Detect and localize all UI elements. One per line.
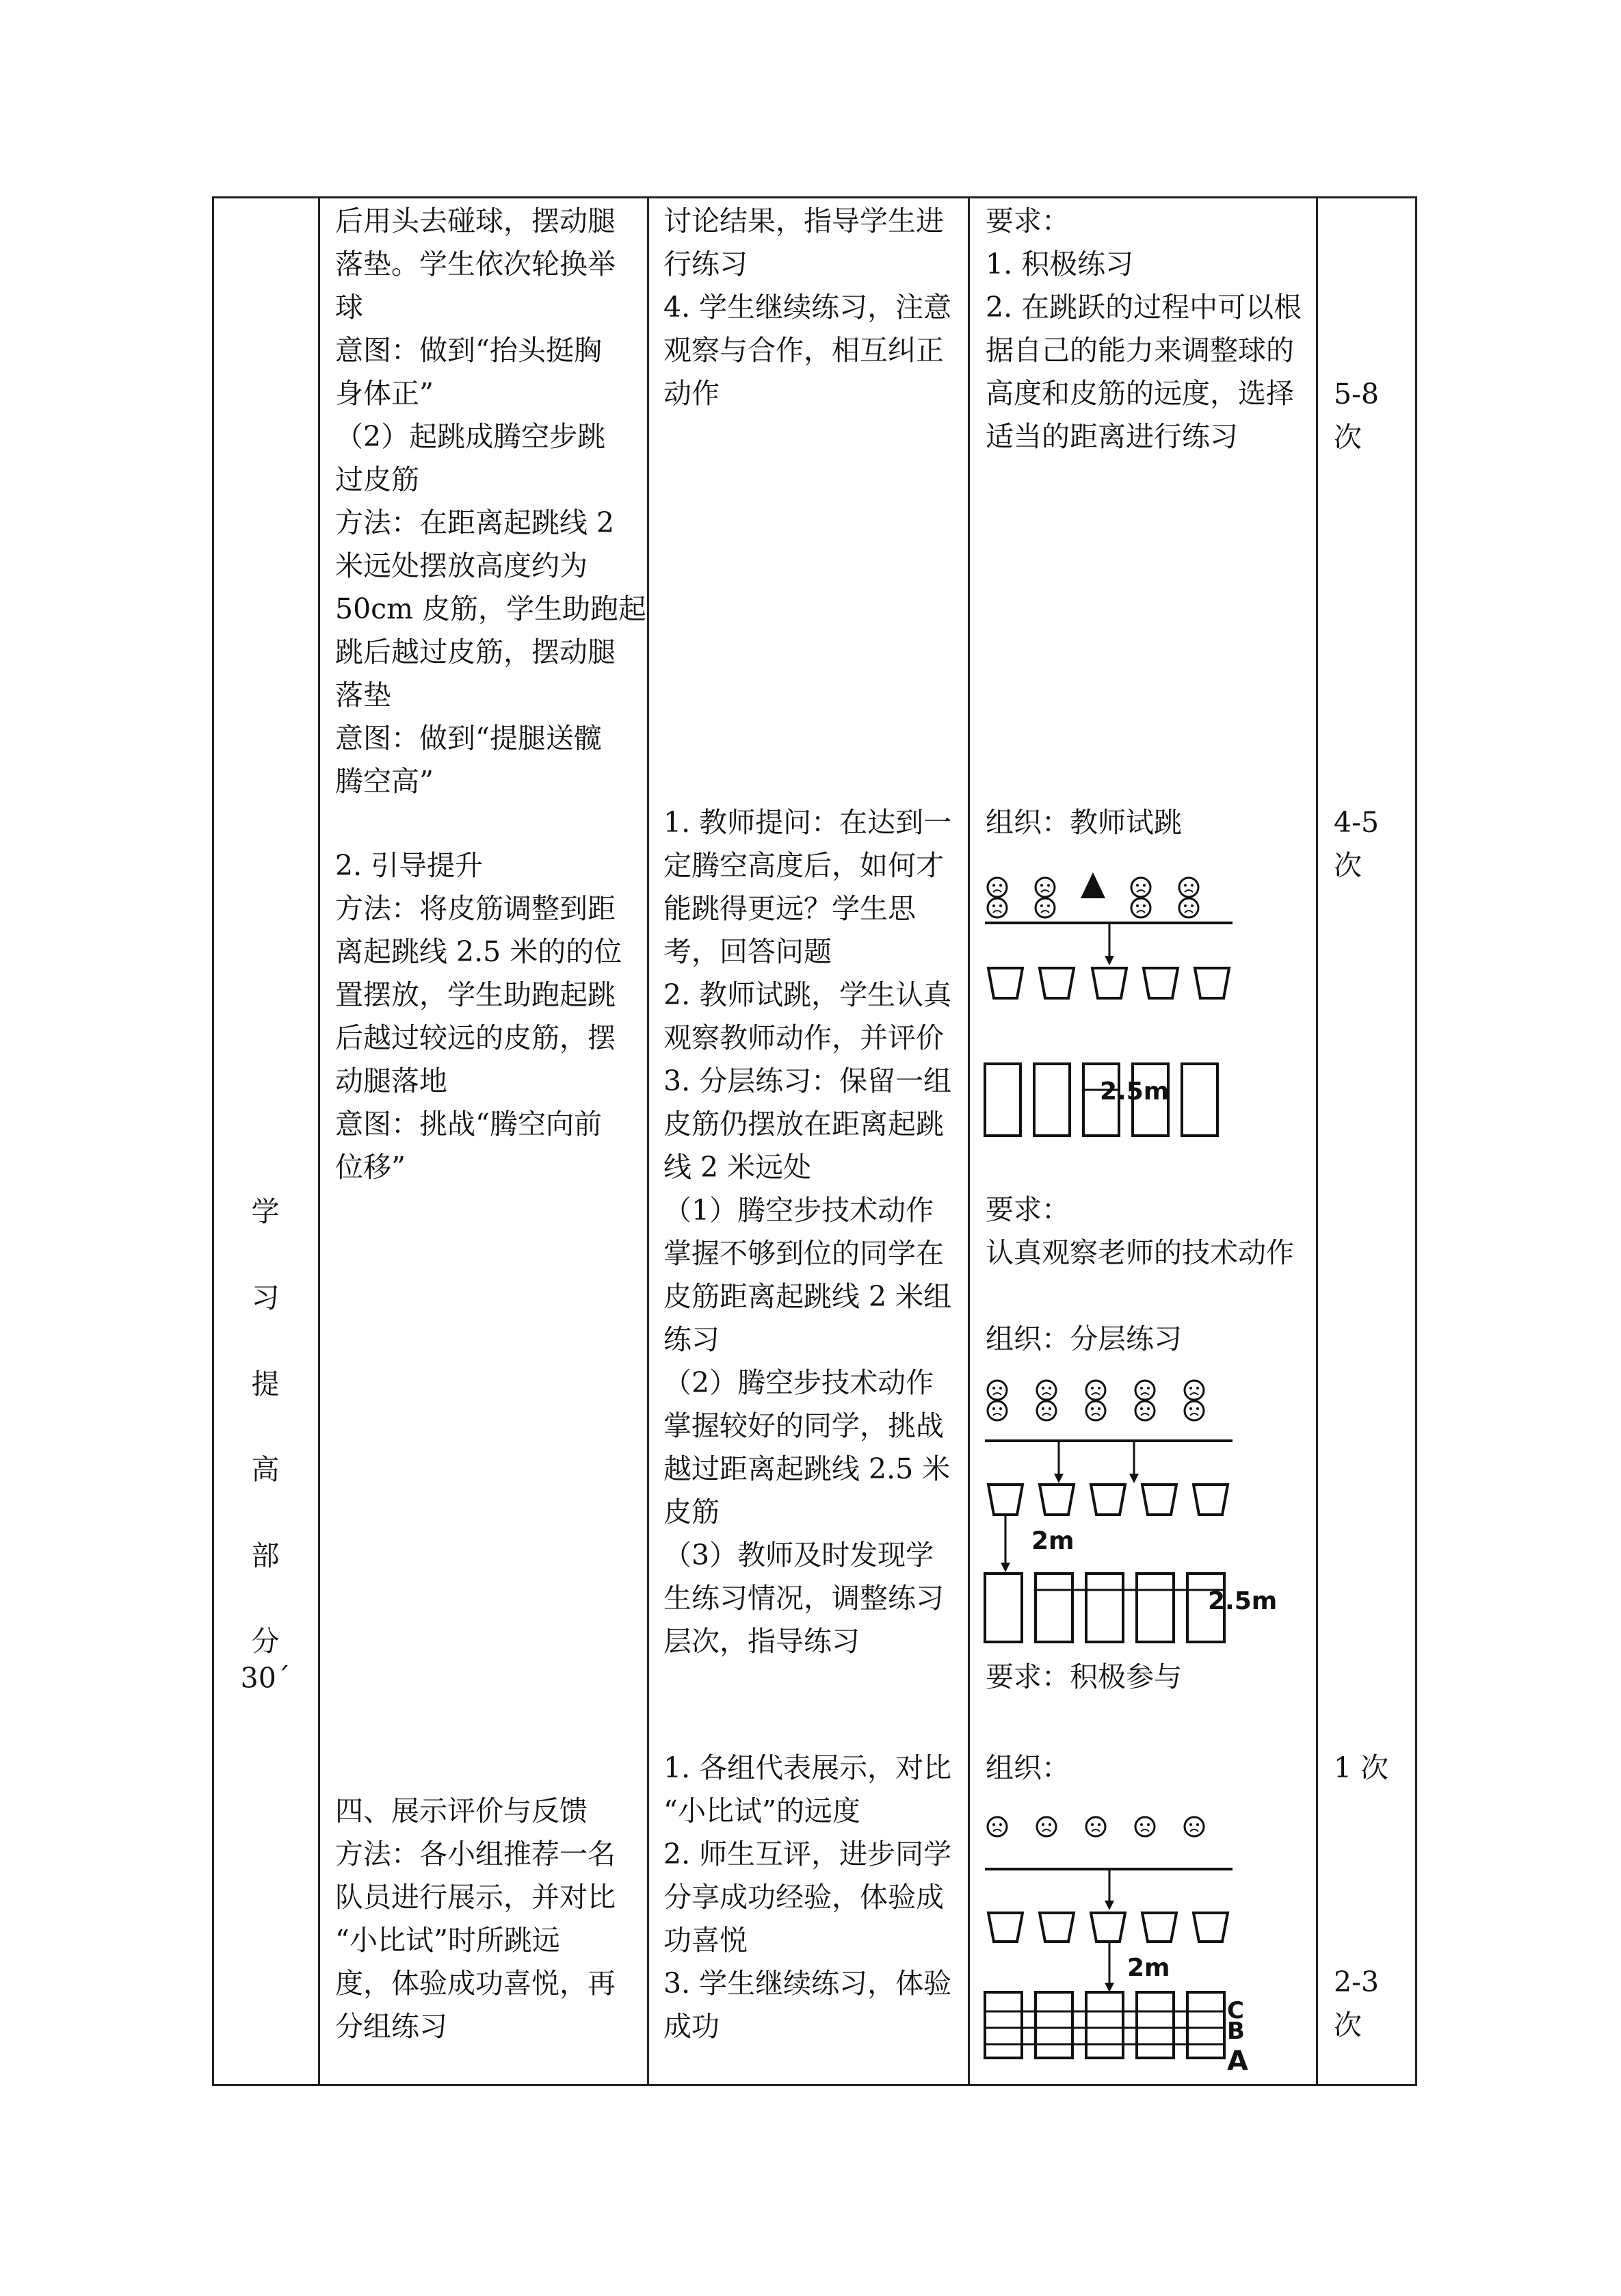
time-line: 2-3 [1334,1966,1380,1998]
teacher-line: 功喜悦 [663,1924,748,1957]
content-line: 方法：各小组推荐一名 [335,1838,616,1870]
teacher-line: 掌握较好的同学，挑战 [663,1409,944,1442]
teacher-line: 4. 学生继续练习，注意 [663,291,952,324]
teacher-block-top [663,200,951,415]
teacher-line: 皮筋仍摆放在距离起跳 [663,1108,944,1140]
teacher-line: 分享成功经验，体验成 [663,1881,944,1914]
table-border-right [1415,196,1417,2086]
basket-icon [988,1485,1023,1515]
student-face-icon [988,898,1007,917]
teacher-line: 层次，指导练习 [663,1625,860,1658]
time-block-4 [1334,1961,1379,2047]
mat-icon [985,1574,1022,1642]
diagram-teacher-trial [978,865,1252,1146]
table-border-left [212,196,214,2086]
mats-group [985,1574,1224,1642]
section-char-4: 高 [251,1453,280,1486]
content-line: （2）起跳成腾空步跳 [335,420,606,453]
basket-icon [1091,1485,1125,1515]
section-char-5: 部 [251,1539,280,1572]
arrow-down-icon [1054,1474,1064,1483]
distance-label: 2m [1127,1954,1170,1982]
teacher-line: 生练习情况，调整练习 [663,1582,944,1615]
basket-icon [1040,1913,1074,1942]
org-label-text: 组织：教师试跳 [986,806,1182,839]
basket-icon [988,968,1023,998]
org-line: 要求： [986,1193,1070,1226]
time-line: 1 次 [1334,1751,1389,1784]
content-line: 方法：将皮筋调整到距 [335,892,616,925]
basket-icon [1040,1485,1074,1515]
teacher-line: 行练习 [663,248,748,281]
level-label-a: A [1227,2046,1248,2077]
diagram-layered-practice [978,1375,1279,1649]
arrow-down-icon [1105,1901,1114,1910]
column-divider-1 [318,196,320,2086]
basket-icon [1092,968,1126,998]
arrow-down-icon [1105,1983,1114,1992]
content-line: 米远处摆放高度约为 [335,549,588,582]
level-label-c: C [1227,1997,1244,2024]
student-face-icon [1037,1381,1056,1400]
org-line: 适当的距离进行练习 [986,420,1238,453]
content-line: 意图：做到“提腿送髋 [335,722,602,755]
distance-label-far: 2.5m [1208,1587,1278,1615]
org-line: 2. 在跳跃的过程中可以根 [986,291,1302,324]
student-face-icon [1037,1401,1056,1420]
teacher-line: （2）腾空步技术动作 [663,1366,934,1399]
content-line: 2. 引导提升 [335,849,484,882]
teacher-line: （3）教师及时发现学 [663,1539,934,1571]
basket-icon [1144,968,1178,998]
student-face-icon [1086,1381,1105,1400]
org2-label [986,1318,1182,1361]
arrow-down-icon [1105,956,1114,965]
student-face-icon [988,878,1007,897]
content-line: 意图：挑战“腾空向前 [335,1108,602,1140]
content-line: 位移” [335,1151,406,1184]
org-requirement-2 [986,1656,1182,1699]
teacher-line: 成功 [663,2010,720,2043]
student-faces-group [988,1817,1204,1836]
content-line: 意图：做到“抬头挺胸 [335,334,602,367]
basket-icon [988,1913,1023,1942]
ball-baskets-group [988,1913,1228,1942]
teacher-line: 2. 师生互评，进步同学 [663,1838,952,1870]
distance-label-near: 2m [1031,1527,1075,1555]
student-face-icon [1185,1381,1204,1400]
content-line: 50cm 皮筋，学生助跑起 [335,592,647,625]
content-line: 过皮筋 [335,463,419,496]
teacher-line: 皮筋 [663,1496,720,1528]
mat-icon [985,1992,1022,2058]
content-block-mid [335,844,622,1189]
content-line: 球 [335,291,363,324]
teacher-line: 讨论结果，指导学生进 [663,205,944,237]
teacher-line: 练习 [663,1323,720,1356]
teacher-line: 3. 学生继续练习，体验 [663,1967,952,2000]
arrow-down-icon [1001,1563,1010,1572]
teacher-line: 掌握不够到位的同学在 [663,1237,944,1270]
org1-label [986,801,1182,844]
student-face-icon [1131,878,1150,897]
content-line: 后用头去碰球，摆动腿 [335,205,616,237]
student-face-icon [988,1817,1007,1836]
student-face-icon [1135,1401,1155,1420]
arrow-down-icon [1129,1474,1139,1483]
mat-icon [1137,1574,1174,1642]
teacher-line: 3. 分层练习：保留一组 [663,1065,952,1097]
student-face-icon [1179,898,1198,917]
teacher-line: 考，回答问题 [663,935,832,968]
time-line: 次 [1334,421,1362,454]
org-label-text: 组织：分层练习 [986,1322,1182,1355]
mat-icon [1034,1064,1070,1136]
teacher-block-mid [663,801,951,1663]
student-face-icon [1185,1817,1204,1836]
teacher-triangle-icon [1081,872,1105,898]
basket-icon [1195,968,1229,998]
basket-icon [1040,968,1074,998]
content-line: 动腿落地 [335,1065,447,1097]
teacher-line: 2. 教师试跳，学生认真 [663,978,952,1011]
content-block-top [335,200,646,803]
org-block-top [986,200,1302,458]
teacher-line: 能跳得更远？学生思 [663,892,916,925]
mat-icon [1086,1992,1123,2058]
distance-label: 2.5m [1100,1078,1170,1106]
org3-label [986,1747,1070,1790]
teacher-line: 1. 教师提问：在达到一 [663,806,952,839]
teacher-line: 线 2 米远处 [663,1151,812,1184]
student-face-icon [1185,1401,1204,1420]
content-line: 身体正” [335,377,434,410]
teacher-line: （1）腾空步技术动作 [663,1194,934,1227]
mat-icon [1187,1992,1224,2058]
content-line: 跳后越过皮筋，摆动腿 [335,636,616,668]
student-face-icon [1036,898,1055,917]
org-line: 1. 积极练习 [986,248,1134,281]
content-line: 四、展示评价与反馈 [335,1795,588,1827]
teacher-line: 皮筋距离起跳线 2 米组 [663,1280,952,1313]
column-divider-2 [647,196,649,2086]
teacher-line: 观察与合作，相互纠正 [663,334,944,367]
ball-baskets-group [988,1485,1228,1515]
content-line: 落垫 [335,679,391,712]
student-faces-group [988,1381,1204,1420]
student-face-icon [988,1401,1007,1420]
content-block-bottom [335,1790,616,2048]
content-line: 落垫。学生依次轮换举 [335,248,616,281]
mats-group [985,1992,1224,2058]
org-line: 据自己的能力来调整球的 [986,334,1294,367]
diagram-showcase [978,1806,1279,2083]
section-char-2: 习 [251,1281,280,1314]
mat-icon [1036,1574,1072,1642]
teacher-line: 越过距离起跳线 2.5 米 [663,1452,951,1485]
basket-icon [1142,1913,1176,1942]
teacher-line: 定腾空高度后，如何才 [663,849,944,882]
student-face-icon [1131,898,1150,917]
teacher-line: 观察教师动作，并评价 [663,1021,944,1054]
teacher-line: 1. 各组代表展示，对比 [663,1751,952,1784]
time-line: 次 [1334,2009,1362,2041]
mat-icon [1086,1574,1123,1642]
org-label-text: 组织： [986,1751,1070,1784]
basket-icon [1194,1913,1228,1942]
basket-icon [1194,1485,1228,1515]
content-line: 度，体验成功喜悦，再 [335,1967,616,2000]
teacher-line: 动作 [663,377,720,410]
section-char-3: 提 [251,1368,280,1400]
student-face-icon [1135,1381,1155,1400]
org-requirement-1 [986,1188,1294,1275]
org-line: 认真观察老师的技术动作 [986,1236,1294,1269]
mat-icon [1137,1992,1174,2058]
table-border-bottom [212,2084,1417,2086]
org-line: 高度和皮筋的远度，选择 [986,377,1294,410]
mat-icon [1182,1064,1217,1136]
time-line: 次 [1334,849,1362,882]
org-line: 要求：积极参与 [986,1660,1182,1693]
content-line: 后越过较远的皮筋，摆 [335,1021,616,1054]
section-duration: 30´ [240,1662,291,1695]
mat-icon [1036,1992,1072,2058]
student-face-icon [1135,1817,1155,1836]
student-face-icon [988,1381,1007,1400]
content-line: 置摆放，学生助跑起跳 [335,978,616,1011]
org-line: 要求： [986,205,1070,237]
time-block-3 [1334,1747,1388,1790]
student-face-icon [1179,878,1198,897]
teacher-block-bottom [663,1747,951,2048]
basket-icon [1091,1913,1125,1942]
time-line: 4-5 [1334,806,1380,839]
time-line: 5-8 [1334,378,1380,410]
column-divider-4 [1316,196,1318,2086]
content-line: 腾空高” [335,765,434,798]
student-face-icon [1086,1401,1105,1420]
content-line: 方法：在距离起跳线 2 [335,506,615,539]
column-divider-3 [968,196,970,2086]
content-line: 分组练习 [335,2010,447,2043]
time-block-1 [1334,373,1379,459]
teacher-line: “小比试”的远度 [663,1795,860,1827]
level-label-b: B [1227,2018,1245,2045]
student-face-icon [1086,1817,1105,1836]
section-char-1: 学 [251,1195,280,1228]
content-line: 队员进行展示，并对比 [335,1881,616,1914]
table-border-top [212,196,1417,198]
ball-baskets-group [988,968,1229,998]
student-face-icon [1037,1817,1056,1836]
section-char-6: 分 [251,1625,280,1658]
time-block-2 [1334,801,1379,887]
content-line: 离起跳线 2.5 米的的位 [335,935,622,968]
basket-icon [1142,1485,1176,1515]
student-face-icon [1036,878,1055,897]
content-line: “小比试”时所跳远 [335,1924,560,1957]
mat-icon [985,1064,1020,1136]
